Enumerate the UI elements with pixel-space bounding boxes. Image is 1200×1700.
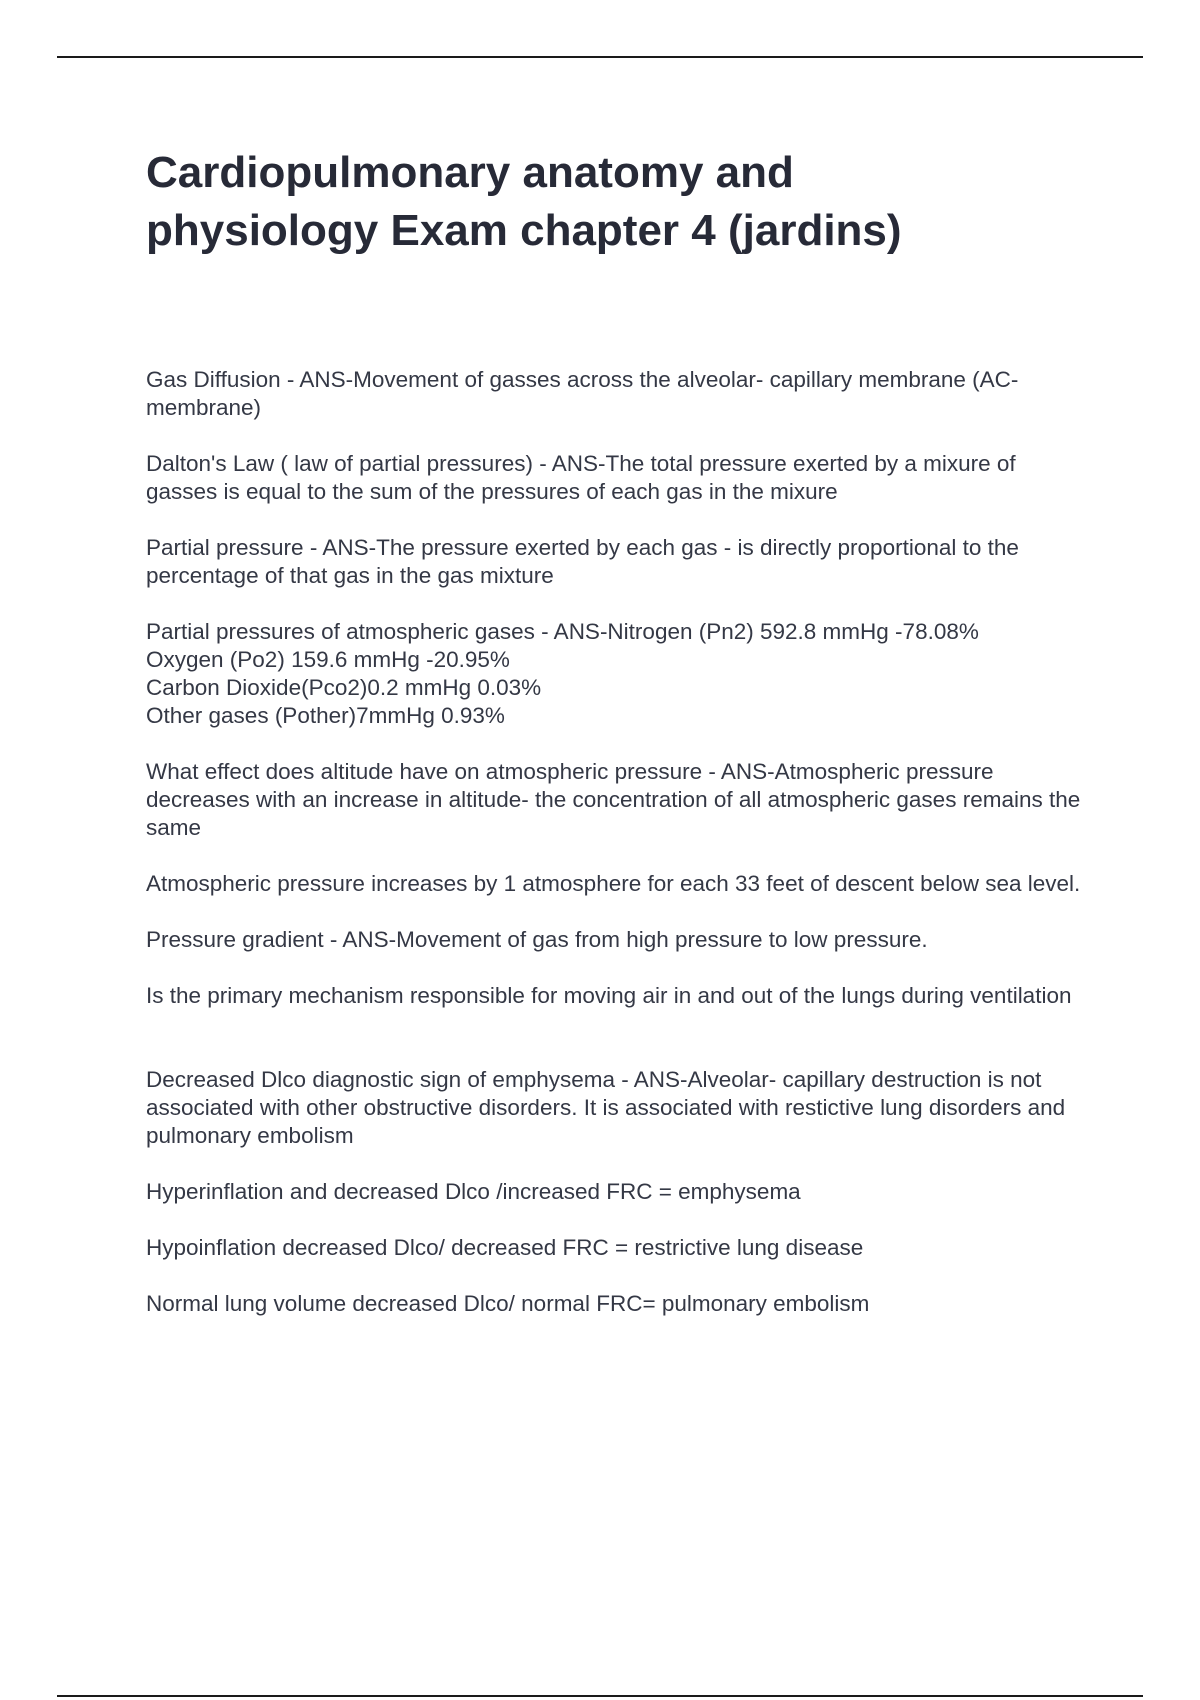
paragraph-normal-lung-volume: Normal lung volume decreased Dlco/ normal FRC= pulmonary embolism xyxy=(146,1291,870,1316)
paragraph-gas-diffusion: Gas Diffusion - ANS-Movement of gasses across the alveolar- capillary membrane (AC- membrane) xyxy=(146,367,1019,420)
document-body xyxy=(146,366,1091,1346)
top-rule xyxy=(57,56,1143,58)
bottom-rule xyxy=(57,1695,1143,1697)
paragraph-altitude-effect: What effect does altitude have on atmospheric pressure - ANS-Atmospheric pressure decreases with an increase in altitude- the concentration of all atmospheric gases remains the same xyxy=(146,759,1081,840)
paragraph-daltons-law: Dalton's Law ( law of partial pressures) - ANS-The total pressure exerted by a mixure of gasses is equal to the sum of the pressures of each gas in the mixure xyxy=(146,451,1016,504)
page-title-line-2: physiology Exam chapter 4 (jardins) xyxy=(146,206,902,255)
paragraph-descent-pressure: Atmospheric pressure increases by 1 atmosphere for each 33 feet of descent below sea level. xyxy=(146,871,1081,896)
paragraph-hypoinflation: Hypoinflation decreased Dlco/ decreased FRC = restrictive lung disease xyxy=(146,1235,864,1260)
paragraph-hyperinflation: Hyperinflation and decreased Dlco /increased FRC = emphysema xyxy=(146,1179,801,1204)
page-title xyxy=(146,144,1106,260)
page-title-line-1: Cardiopulmonary anatomy and xyxy=(146,148,794,197)
paragraph-atmospheric-gases: Partial pressures of atmospheric gases - ANS-Nitrogen (Pn2) 592.8 mmHg -78.08% Oxygen (Po2) 159.6 mmHg -20.95% Carbon Dioxide(Pco2)0.2 mmHg 0.03% Other gases (Pother)7mmHg 0.93% xyxy=(146,619,979,728)
paragraph-decreased-dlco: Decreased Dlco diagnostic sign of emphysema - ANS-Alveolar- capillary destruction is not associated with other obstructive disorders. It is associated with restictive lung disorders and pulmonary embolism xyxy=(146,1067,1066,1148)
paragraph-ventilation-mechanism: Is the primary mechanism responsible for moving air in and out of the lungs during ventilation xyxy=(146,983,1072,1008)
paragraph-partial-pressure: Partial pressure - ANS-The pressure exerted by each gas - is directly proportional to the percentage of that gas in the gas mixture xyxy=(146,535,1019,588)
paragraph-pressure-gradient: Pressure gradient - ANS-Movement of gas from high pressure to low pressure. xyxy=(146,927,928,952)
